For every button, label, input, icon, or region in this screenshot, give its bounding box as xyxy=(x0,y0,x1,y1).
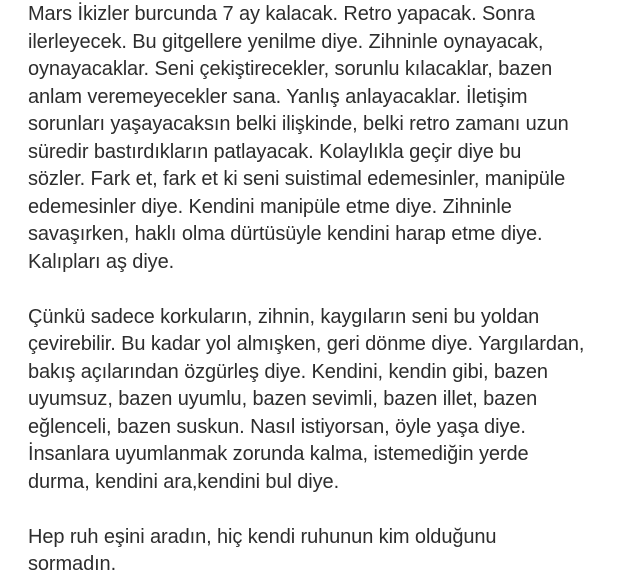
paragraph xyxy=(28,524,600,579)
text-line: sorunları yaşayacaksın belki ilişkinde, belki retro zamanı uzun xyxy=(28,113,569,135)
text-line: ilerleyecek. Bu gitgellere yenilme diye. Zihninle oynayacak, xyxy=(28,30,544,53)
text-line: uyumsuz, bazen uyumlu, bazen sevimli, bazen illet, bazen xyxy=(28,388,538,410)
text-line: sormadın. xyxy=(28,553,117,575)
text-line: anlam veremeyecekler sana. Yanlış anlayacaklar. İletişim xyxy=(28,85,528,108)
paragraph xyxy=(28,1,600,276)
text-line: Mars İkizler burcunda 7 ay kalacak. Retro yapacak. Sonra xyxy=(28,3,535,25)
text-line: savaşırken, haklı olma dürtüsüyle kendini harap etme diye. xyxy=(28,223,543,245)
text-line: eğlenceli, bazen suskun. Nasıl istiyorsan, öyle yaşa diye. xyxy=(28,415,526,438)
text-line: Hep ruh eşini aradın, hiç kendi ruhunun kim olduğunu xyxy=(28,525,497,548)
text-line: edemesinler diye. Kendini manipüle etme diye. Zihninle xyxy=(28,195,512,218)
text-block xyxy=(28,1,600,579)
text-line: çevirebilir. Bu kadar yol almışken, geri dönme diye. Yargılardan, xyxy=(28,333,585,355)
text-line: durma, kendini ara,kendini bul diye. xyxy=(28,470,340,493)
text-line: oynayacaklar. Seni çekiştirecekler, sorunlu kılacaklar, bazen xyxy=(28,58,553,80)
text-line: İnsanlara uyumlanmak zorunda kalma, istemediğin yerde xyxy=(28,443,529,465)
text-line: sözler. Fark et, fark et ki seni suistimal edemesinler, manipüle xyxy=(28,168,566,190)
text-line: süredir bastırdıkların patlayacak. Kolaylıkla geçir diye bu xyxy=(28,140,522,163)
text-line: Çünkü sadece korkuların, zihnin, kaygıların seni bu yoldan xyxy=(28,305,540,328)
text-line: bakış açılarından özgürleş diye. Kendini, kendin gibi, bazen xyxy=(28,360,548,383)
paragraph xyxy=(28,304,600,497)
text-line: Kalıpları aş diye. xyxy=(28,250,175,273)
